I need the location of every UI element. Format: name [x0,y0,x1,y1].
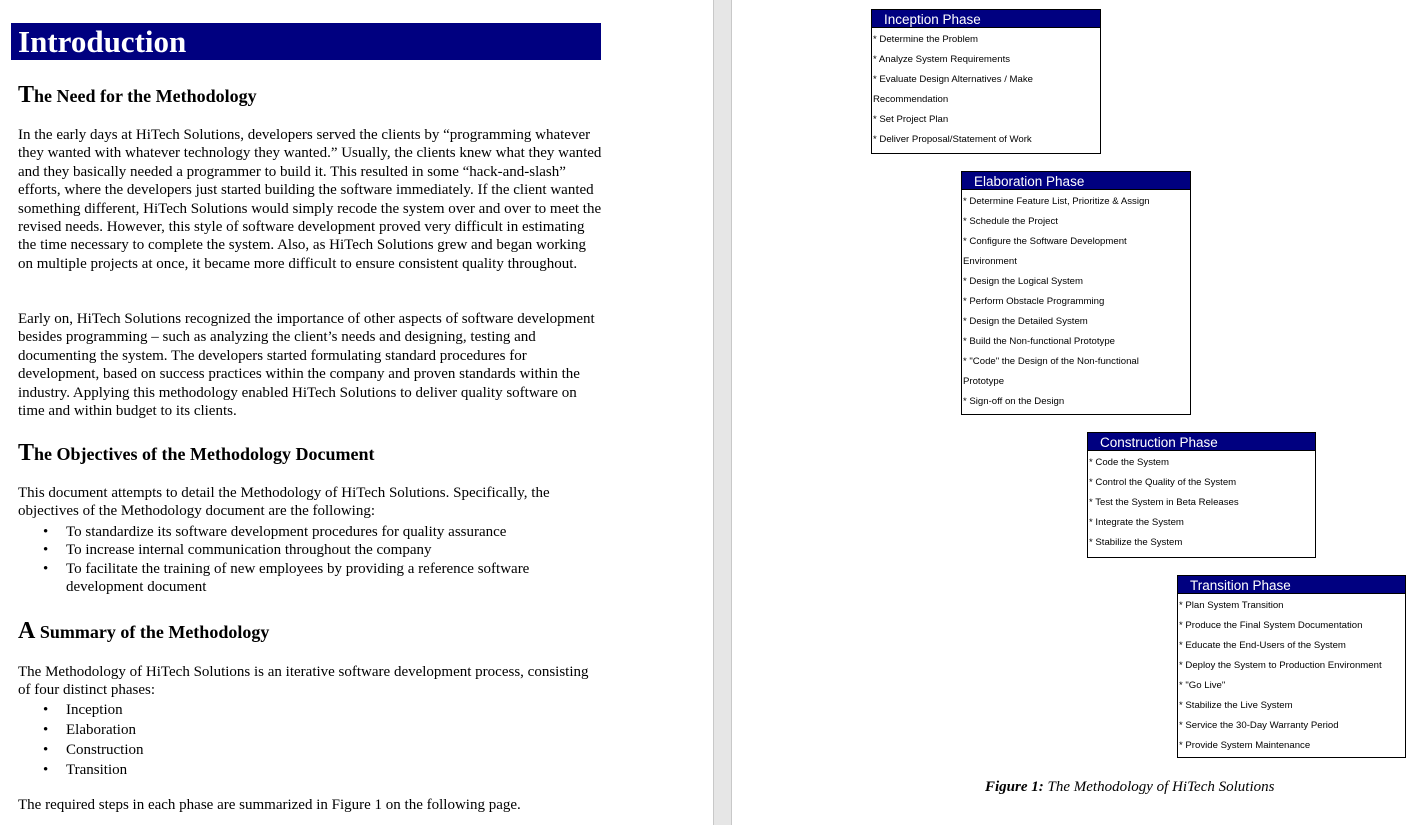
phase-steps-elaboration [963,192,1150,412]
phase-box-inception [871,9,1101,154]
list-item: * Control the Quality of the System [1089,477,1237,488]
list-item: * Perform Obstacle Programming [963,296,1105,307]
list-item: * Integrate the System [1089,517,1184,528]
paragraph-need-1: In the early days at HiTech Solutions, developers served the clients by “programming whatever they wanted with whatever technology they wanted.” Usually, the clients knew what they wanted and they basically needed a programmer to build it. This resulted in some “hack-and-slash” efforts, where the developers just started building the software immediately. If the client wanted something different, HiTech Solutions would simply recode the system over and over to meet the revised needs. However, this style of software development proved very difficult in estimating the time necessary to complete the system. Also, as HiTech Solutions grew and began working on multiple projects at once, it became more difficult to ensure consistent quality throughout. [18,127,602,272]
list-item: * Service the 30-Day Warranty Period [1179,720,1339,731]
list-item: * Configure the Software Development [963,236,1127,247]
objectives-list [18,523,602,597]
list-item: Environment [963,256,1017,267]
phase-box-transition [1177,575,1406,758]
phase-box-construction [1087,432,1316,558]
paragraph-need-2: Early on, HiTech Solutions recognized the importance of other aspects of software development besides programming – such as analyzing the client’s needs and designing, testing and documenting the system. The developers started formulating standard procedures for development, based on success practices within the company and proven standards within the industry. Applying this methodology enabled HiTech Solutions to deliver quality software on time and within budget to its clients. [18,311,595,420]
list-item: * Build the Non-functional Prototype [963,336,1115,347]
list-item: * Produce the Final System Documentation [1179,620,1363,631]
list-item: Recommendation [873,94,949,105]
page-title: Introduction [11,23,601,60]
list-item: • To facilitate the training of new employees by providing a reference software development document [18,560,602,597]
list-item: * Stabilize the Live System [1179,700,1293,711]
page-gutter [713,0,732,825]
list-item: • Elaboration [18,720,602,740]
list-item: • To standardize its software development procedures for quality assurance [18,523,602,541]
phase-title-transition: Transition Phase [1177,575,1406,594]
list-item: • Inception [18,700,602,720]
figure-caption: Figure 1: The Methodology of HiTech Solutions [985,779,1275,795]
list-item: * Provide System Maintenance [1179,740,1311,751]
list-item: • Transition [18,760,602,780]
list-item: * Test the System in Beta Releases [1089,497,1239,508]
right-page [732,0,1421,825]
phase-steps-construction [1089,453,1239,553]
paragraph-summary: The Methodology of HiTech Solutions is an iterative software development process, consisting of four distinct phases: [18,664,589,699]
list-item: * Determine Feature List, Prioritize & Assign [963,196,1150,207]
list-item: * Deliver Proposal/Statement of Work [873,134,1032,145]
list-item: * "Go Live" [1179,680,1226,691]
section-heading-summary: A Summary of the Methodology [18,618,270,644]
phase-title-inception: Inception Phase [871,9,1101,28]
list-item: * Code the System [1089,457,1169,468]
paragraph-closing: The required steps in each phase are summarized in Figure 1 on the following page. [18,797,521,813]
list-item: * Stabilize the System [1089,537,1183,548]
list-item: * Design the Logical System [963,276,1083,287]
list-item: * Plan System Transition [1179,600,1284,611]
paragraph-objectives: This document attempts to detail the Methodology of HiTech Solutions. Specifically, the objectives of the Methodology document are the following: [18,485,550,520]
list-item: * "Code" the Design of the Non-functional [963,356,1139,367]
phase-title-construction: Construction Phase [1087,432,1316,451]
phase-title-elaboration: Elaboration Phase [961,171,1191,190]
section-heading-need: The Need for the Methodology [18,82,257,108]
phase-steps-transition [1179,596,1382,756]
section-heading-objectives: The Objectives of the Methodology Document [18,440,375,466]
list-item: • Construction [18,740,602,760]
list-item: * Set Project Plan [873,114,949,125]
list-item: * Design the Detailed System [963,316,1088,327]
list-item: * Determine the Problem [873,34,979,45]
list-item: * Analyze System Requirements [873,54,1011,65]
phases-list [18,700,602,780]
list-item: • To increase internal communication throughout the company [18,541,602,559]
list-item: * Educate the End-Users of the System [1179,640,1346,651]
phase-steps-inception [873,30,1033,150]
phase-box-elaboration [961,171,1191,415]
list-item: * Evaluate Design Alternatives / Make [873,74,1033,85]
list-item: Prototype [963,376,1005,387]
list-item: * Deploy the System to Production Environment [1179,660,1382,671]
list-item: * Sign-off on the Design [963,396,1065,407]
list-item: * Schedule the Project [963,216,1058,227]
